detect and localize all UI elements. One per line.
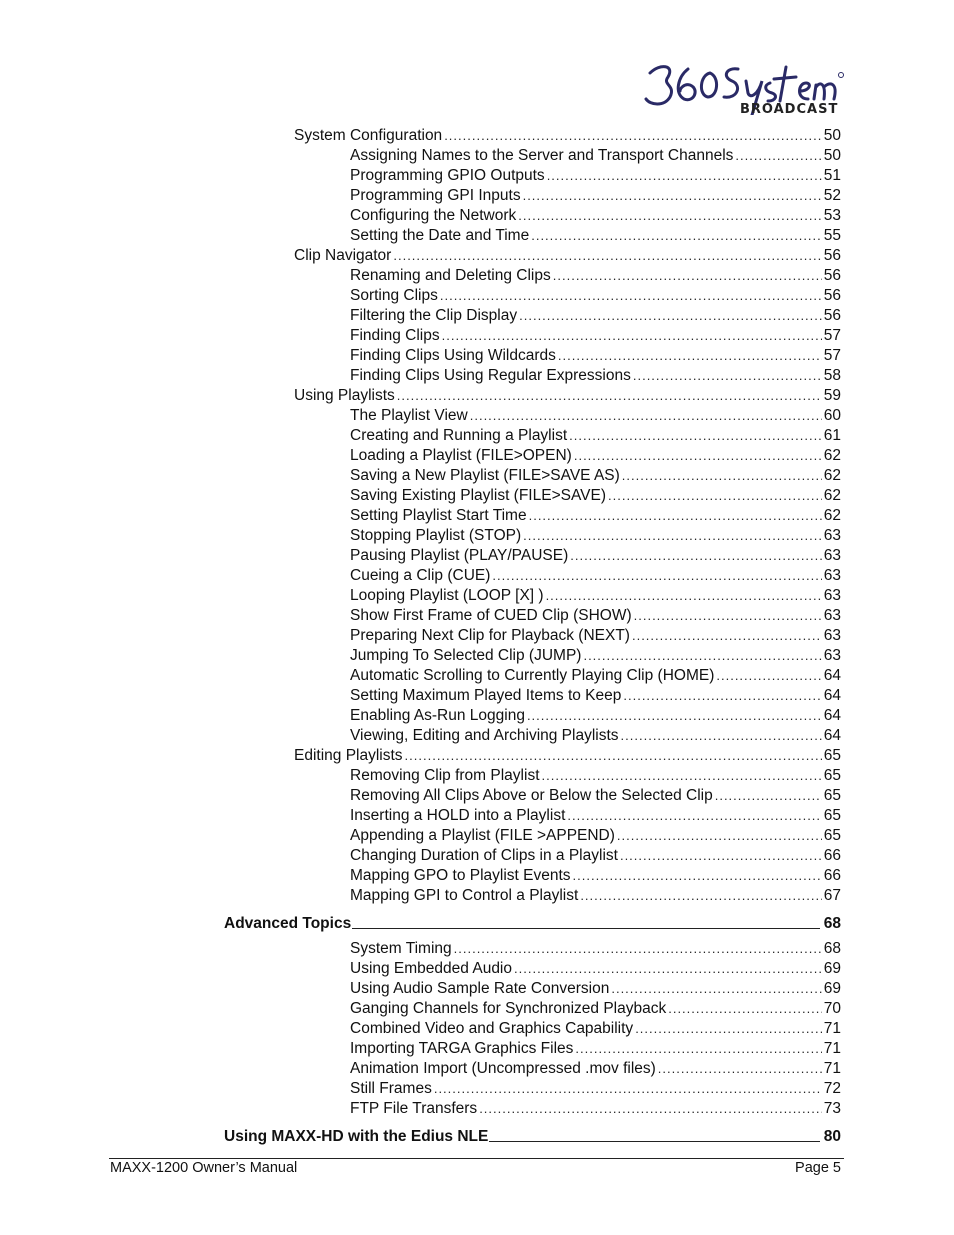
toc-entry-page: 65 <box>823 767 841 784</box>
toc-entry-title: Looping Playlist (LOOP [X] ) <box>350 587 544 604</box>
toc-leader <box>623 686 821 706</box>
toc-entry-title: Inserting a HOLD into a Playlist <box>350 807 566 824</box>
toc-entry-title: Finding Clips <box>350 327 440 344</box>
toc-subsection-entry[interactable] <box>350 186 841 206</box>
toc-entry-page: 63 <box>823 527 841 544</box>
toc-subsection-entry[interactable] <box>350 706 841 726</box>
toc-entry-page: 71 <box>823 1020 841 1037</box>
toc-leader <box>479 1099 822 1119</box>
toc-entry-page: 59 <box>823 387 841 404</box>
toc-leader <box>434 1079 822 1099</box>
toc-entry-page: 66 <box>823 847 841 864</box>
toc-entry-page: 64 <box>823 667 841 684</box>
toc-subsection-entry[interactable] <box>350 686 841 706</box>
toc-entry-page: 63 <box>823 607 841 624</box>
toc-entry-page: 65 <box>823 827 841 844</box>
toc-leader <box>442 326 822 346</box>
toc-leader <box>444 126 822 146</box>
toc-subsection-entry[interactable] <box>350 346 841 366</box>
toc-subsection-entry[interactable] <box>350 166 841 186</box>
toc-leader <box>518 206 821 226</box>
toc-entry-title: Still Frames <box>350 1080 432 1097</box>
toc-leader <box>611 979 821 999</box>
toc-leader <box>397 386 822 406</box>
toc-leader <box>531 226 822 246</box>
toc-entry-page: 62 <box>823 507 841 524</box>
toc-entry-title: Automatic Scrolling to Currently Playing Clip (HOME) <box>350 667 715 684</box>
toc-entry-page: 51 <box>823 167 841 184</box>
toc-leader <box>735 146 821 166</box>
footer-page-number: Page 5 <box>795 1160 841 1176</box>
toc-leader <box>440 286 822 306</box>
toc-leader <box>492 566 821 586</box>
toc-entry-page: 69 <box>823 960 841 977</box>
toc-entry-title: Combined Video and Graphics Capability <box>350 1020 634 1037</box>
toc-entry-page: 55 <box>823 227 841 244</box>
toc-leader <box>523 526 822 546</box>
toc-entry-title: Animation Import (Uncompressed .mov files) <box>350 1060 656 1077</box>
toc-entry-title: FTP File Transfers <box>350 1100 478 1117</box>
toc-entry-title: Removing All Clips Above or Below the Selected Clip <box>350 787 713 804</box>
toc-leader <box>575 1039 821 1059</box>
toc-entry-page: 68 <box>823 915 841 932</box>
toc-subsection-entry[interactable] <box>350 1099 841 1119</box>
toc-entry-title: Using Playlists <box>294 387 395 404</box>
toc-subsection-entry[interactable] <box>350 726 841 746</box>
toc-entry-page: 52 <box>823 187 841 204</box>
toc-entry-title: Importing TARGA Graphics Files <box>350 1040 574 1057</box>
toc-subsection-entry[interactable] <box>350 959 841 979</box>
toc-subsection-entry[interactable] <box>350 226 841 246</box>
toc-entry-title: Filtering the Clip Display <box>350 307 518 324</box>
toc-entry-title: Pausing Playlist (PLAY/PAUSE) <box>350 547 569 564</box>
toc-subsection-entry[interactable] <box>350 286 841 306</box>
toc-entry-title: Configuring the Network <box>350 207 517 224</box>
footer-manual-title: MAXX-1200 Owner’s Manual <box>110 1160 298 1176</box>
toc-leader <box>454 939 822 959</box>
toc-entry-title: Editing Playlists <box>294 747 403 764</box>
toc-subsection-entry[interactable] <box>350 1019 841 1039</box>
toc-entry-page: 73 <box>823 1100 841 1117</box>
toc-leader <box>569 426 822 446</box>
toc-subsection-entry[interactable] <box>350 646 841 666</box>
toc-subsection-entry[interactable] <box>350 466 841 486</box>
toc-subsection-entry[interactable] <box>350 1079 841 1099</box>
toc-leader <box>622 466 822 486</box>
toc-entry-title: Setting Playlist Start Time <box>350 507 527 524</box>
toc-entry-page: 56 <box>823 267 841 284</box>
toc-subsection-entry[interactable] <box>350 666 841 686</box>
toc-entry-page: 62 <box>823 447 841 464</box>
toc-leader <box>617 826 822 846</box>
toc-entry-title: Saving Existing Playlist (FILE>SAVE) <box>350 487 606 504</box>
toc-entry-page: 50 <box>823 127 841 144</box>
toc-entry-page: 65 <box>823 787 841 804</box>
toc-subsection-entry[interactable] <box>350 846 841 866</box>
toc-leader <box>580 886 821 906</box>
toc-entry-page: 53 <box>823 207 841 224</box>
toc-entry-title: Jumping To Selected Clip (JUMP) <box>350 647 582 664</box>
toc-subsection-entry[interactable] <box>350 1039 841 1059</box>
toc-subsection-entry[interactable] <box>350 266 841 286</box>
toc-entry-page: 65 <box>823 747 841 764</box>
toc-entry-title: Setting the Date and Time <box>350 227 530 244</box>
toc-entry-page: 63 <box>823 647 841 664</box>
toc-leader <box>620 846 822 866</box>
footer-divider <box>109 1158 844 1159</box>
toc-entry-page: 57 <box>823 327 841 344</box>
toc-entry-page: 63 <box>823 547 841 564</box>
toc-subsection-entry[interactable] <box>350 306 841 326</box>
toc-entry-title: Advanced Topics <box>224 915 352 932</box>
toc-entry-page: 63 <box>823 587 841 604</box>
toc-entry-page: 63 <box>823 567 841 584</box>
toc-subsection-entry[interactable] <box>350 606 841 626</box>
toc-entry-page: 64 <box>823 707 841 724</box>
toc-leader <box>546 586 822 606</box>
toc-entry-title: Viewing, Editing and Archiving Playlists <box>350 727 619 744</box>
toc-leader <box>405 746 822 766</box>
toc-entry-page: 64 <box>823 727 841 744</box>
toc-leader <box>574 446 822 466</box>
toc-subsection-entry[interactable] <box>350 766 841 786</box>
toc-entry-title: Cueing a Clip (CUE) <box>350 567 491 584</box>
toc-entry-title: Mapping GPI to Control a Playlist <box>350 887 579 904</box>
toc-entry-title: Ganging Channels for Synchronized Playback <box>350 1000 667 1017</box>
toc-leader <box>529 506 822 526</box>
toc-subsection-entry[interactable] <box>350 866 841 886</box>
toc-leader <box>634 606 822 626</box>
toc-chapter-entry[interactable] <box>224 914 841 934</box>
toc-entry-title: Enabling As-Run Logging <box>350 707 525 724</box>
toc-entry-title: Assigning Names to the Server and Transport Channels <box>350 147 734 164</box>
toc-entry-title: Finding Clips Using Regular Expressions <box>350 367 631 384</box>
toc-leader <box>547 166 822 186</box>
toc-entry-title: Setting Maximum Played Items to Keep <box>350 687 622 704</box>
toc-leader <box>715 786 822 806</box>
toc-subsection-entry[interactable] <box>350 486 841 506</box>
toc-leader <box>573 866 822 886</box>
toc-leader <box>583 646 821 666</box>
toc-entry-page: 56 <box>823 307 841 324</box>
toc-leader <box>632 626 822 646</box>
toc-entry-page: 68 <box>823 940 841 957</box>
toc-section-entry[interactable] <box>294 386 841 406</box>
toc-subsection-entry[interactable] <box>350 426 841 446</box>
toc-subsection-entry[interactable] <box>350 1059 841 1079</box>
toc-entry-page: 61 <box>823 427 841 444</box>
toc-entry-page: 80 <box>823 1128 841 1145</box>
toc-entry-page: 69 <box>823 980 841 997</box>
toc-entry-title: Sorting Clips <box>350 287 438 304</box>
toc-section-entry[interactable] <box>294 126 841 146</box>
toc-leader <box>470 406 822 426</box>
toc-entry-title: Programming GPI Inputs <box>350 187 521 204</box>
toc-section-entry[interactable] <box>294 246 841 266</box>
toc-entry-title: Changing Duration of Clips in a Playlist <box>350 847 618 864</box>
toc-leader <box>519 306 822 326</box>
toc-leader <box>393 246 821 266</box>
toc-subsection-entry[interactable] <box>350 566 841 586</box>
toc-entry-page: 70 <box>823 1000 841 1017</box>
brand-logo <box>640 55 845 115</box>
toc-subsection-entry[interactable] <box>350 406 841 426</box>
toc-subsection-entry[interactable] <box>350 206 841 226</box>
toc-subsection-entry[interactable] <box>350 886 841 906</box>
toc-entry-title: Clip Navigator <box>294 247 392 264</box>
toc-entry-page: 57 <box>823 347 841 364</box>
toc-entry-page: 71 <box>823 1060 841 1077</box>
toc-leader <box>558 346 822 366</box>
toc-subsection-entry[interactable] <box>350 366 841 386</box>
toc-entry-page: 62 <box>823 467 841 484</box>
toc-leader <box>567 806 821 826</box>
toc-leader <box>608 486 822 506</box>
toc-subsection-entry[interactable] <box>350 826 841 846</box>
toc-entry-page: 62 <box>823 487 841 504</box>
toc-section-entry[interactable] <box>294 746 841 766</box>
toc-entry-page: 71 <box>823 1040 841 1057</box>
toc-subsection-entry[interactable] <box>350 979 841 999</box>
toc-entry-page: 64 <box>823 687 841 704</box>
toc-entry-title: Using MAXX-HD with the Edius NLE <box>224 1128 489 1145</box>
toc-leader <box>668 999 822 1019</box>
toc-entry-title: Creating and Running a Playlist <box>350 427 568 444</box>
toc-subsection-entry[interactable] <box>350 326 841 346</box>
toc-leader <box>553 266 822 286</box>
toc-subsection-entry[interactable] <box>350 506 841 526</box>
toc-entry-title: Using Embedded Audio <box>350 960 513 977</box>
toc-subsection-entry[interactable] <box>350 999 841 1019</box>
toc-entry-title: Programming GPIO Outputs <box>350 167 545 184</box>
toc-entry-title: Loading a Playlist (FILE>OPEN) <box>350 447 572 464</box>
toc-entry-title: Renaming and Deleting Clips <box>350 267 551 284</box>
toc-leader <box>489 1127 819 1142</box>
toc-entry-title: Finding Clips Using Wildcards <box>350 347 556 364</box>
toc-subsection-entry[interactable] <box>350 786 841 806</box>
toc-leader <box>352 914 820 929</box>
toc-entry-title: Stopping Playlist (STOP) <box>350 527 522 544</box>
toc-leader <box>514 959 822 979</box>
toc-leader <box>658 1059 822 1079</box>
toc-entry-title: System Timing <box>350 940 452 957</box>
toc-entry-page: 56 <box>823 287 841 304</box>
toc-entry-page: 67 <box>823 887 841 904</box>
toc-entry-page: 63 <box>823 627 841 644</box>
toc-entry-page: 60 <box>823 407 841 424</box>
toc-entry-title: Using Audio Sample Rate Conversion <box>350 980 610 997</box>
toc-subsection-entry[interactable] <box>350 806 841 826</box>
toc-entry-title: Appending a Playlist (FILE >APPEND) <box>350 827 615 844</box>
toc-subsection-entry[interactable] <box>350 939 841 959</box>
toc-leader <box>523 186 822 206</box>
toc-entry-title: Mapping GPO to Playlist Events <box>350 867 571 884</box>
toc-leader <box>542 766 822 786</box>
toc-leader <box>716 666 821 686</box>
toc-leader <box>570 546 822 566</box>
toc-subsection-entry[interactable] <box>350 586 841 606</box>
toc-entry-title: The Playlist View <box>350 407 468 424</box>
toc-leader <box>635 1019 822 1039</box>
toc-chapter-entry[interactable] <box>224 1127 841 1147</box>
toc-leader <box>621 726 822 746</box>
toc-entry-page: 72 <box>823 1080 841 1097</box>
toc-entry-page: 65 <box>823 807 841 824</box>
toc-entry-page: 56 <box>823 247 841 264</box>
toc-entry-title: System Configuration <box>294 127 443 144</box>
brand-logo-subtitle: BROADCAST <box>740 102 839 115</box>
toc-entry-page: 50 <box>823 147 841 164</box>
toc-subsection-entry[interactable] <box>350 446 841 466</box>
toc-entry-title: Preparing Next Clip for Playback (NEXT) <box>350 627 630 644</box>
toc-entry-title: Show First Frame of CUED Clip (SHOW) <box>350 607 632 624</box>
toc-leader <box>527 706 822 726</box>
toc-subsection-entry[interactable] <box>350 626 841 646</box>
toc-subsection-entry[interactable] <box>350 546 841 566</box>
toc-entry-title: Saving a New Playlist (FILE>SAVE AS) <box>350 467 620 484</box>
toc-subsection-entry[interactable] <box>350 526 841 546</box>
toc-leader <box>633 366 822 386</box>
toc-entry-page: 66 <box>823 867 841 884</box>
toc-entry-page: 58 <box>823 367 841 384</box>
toc-entry-title: Removing Clip from Playlist <box>350 767 540 784</box>
toc-subsection-entry[interactable] <box>350 146 841 166</box>
